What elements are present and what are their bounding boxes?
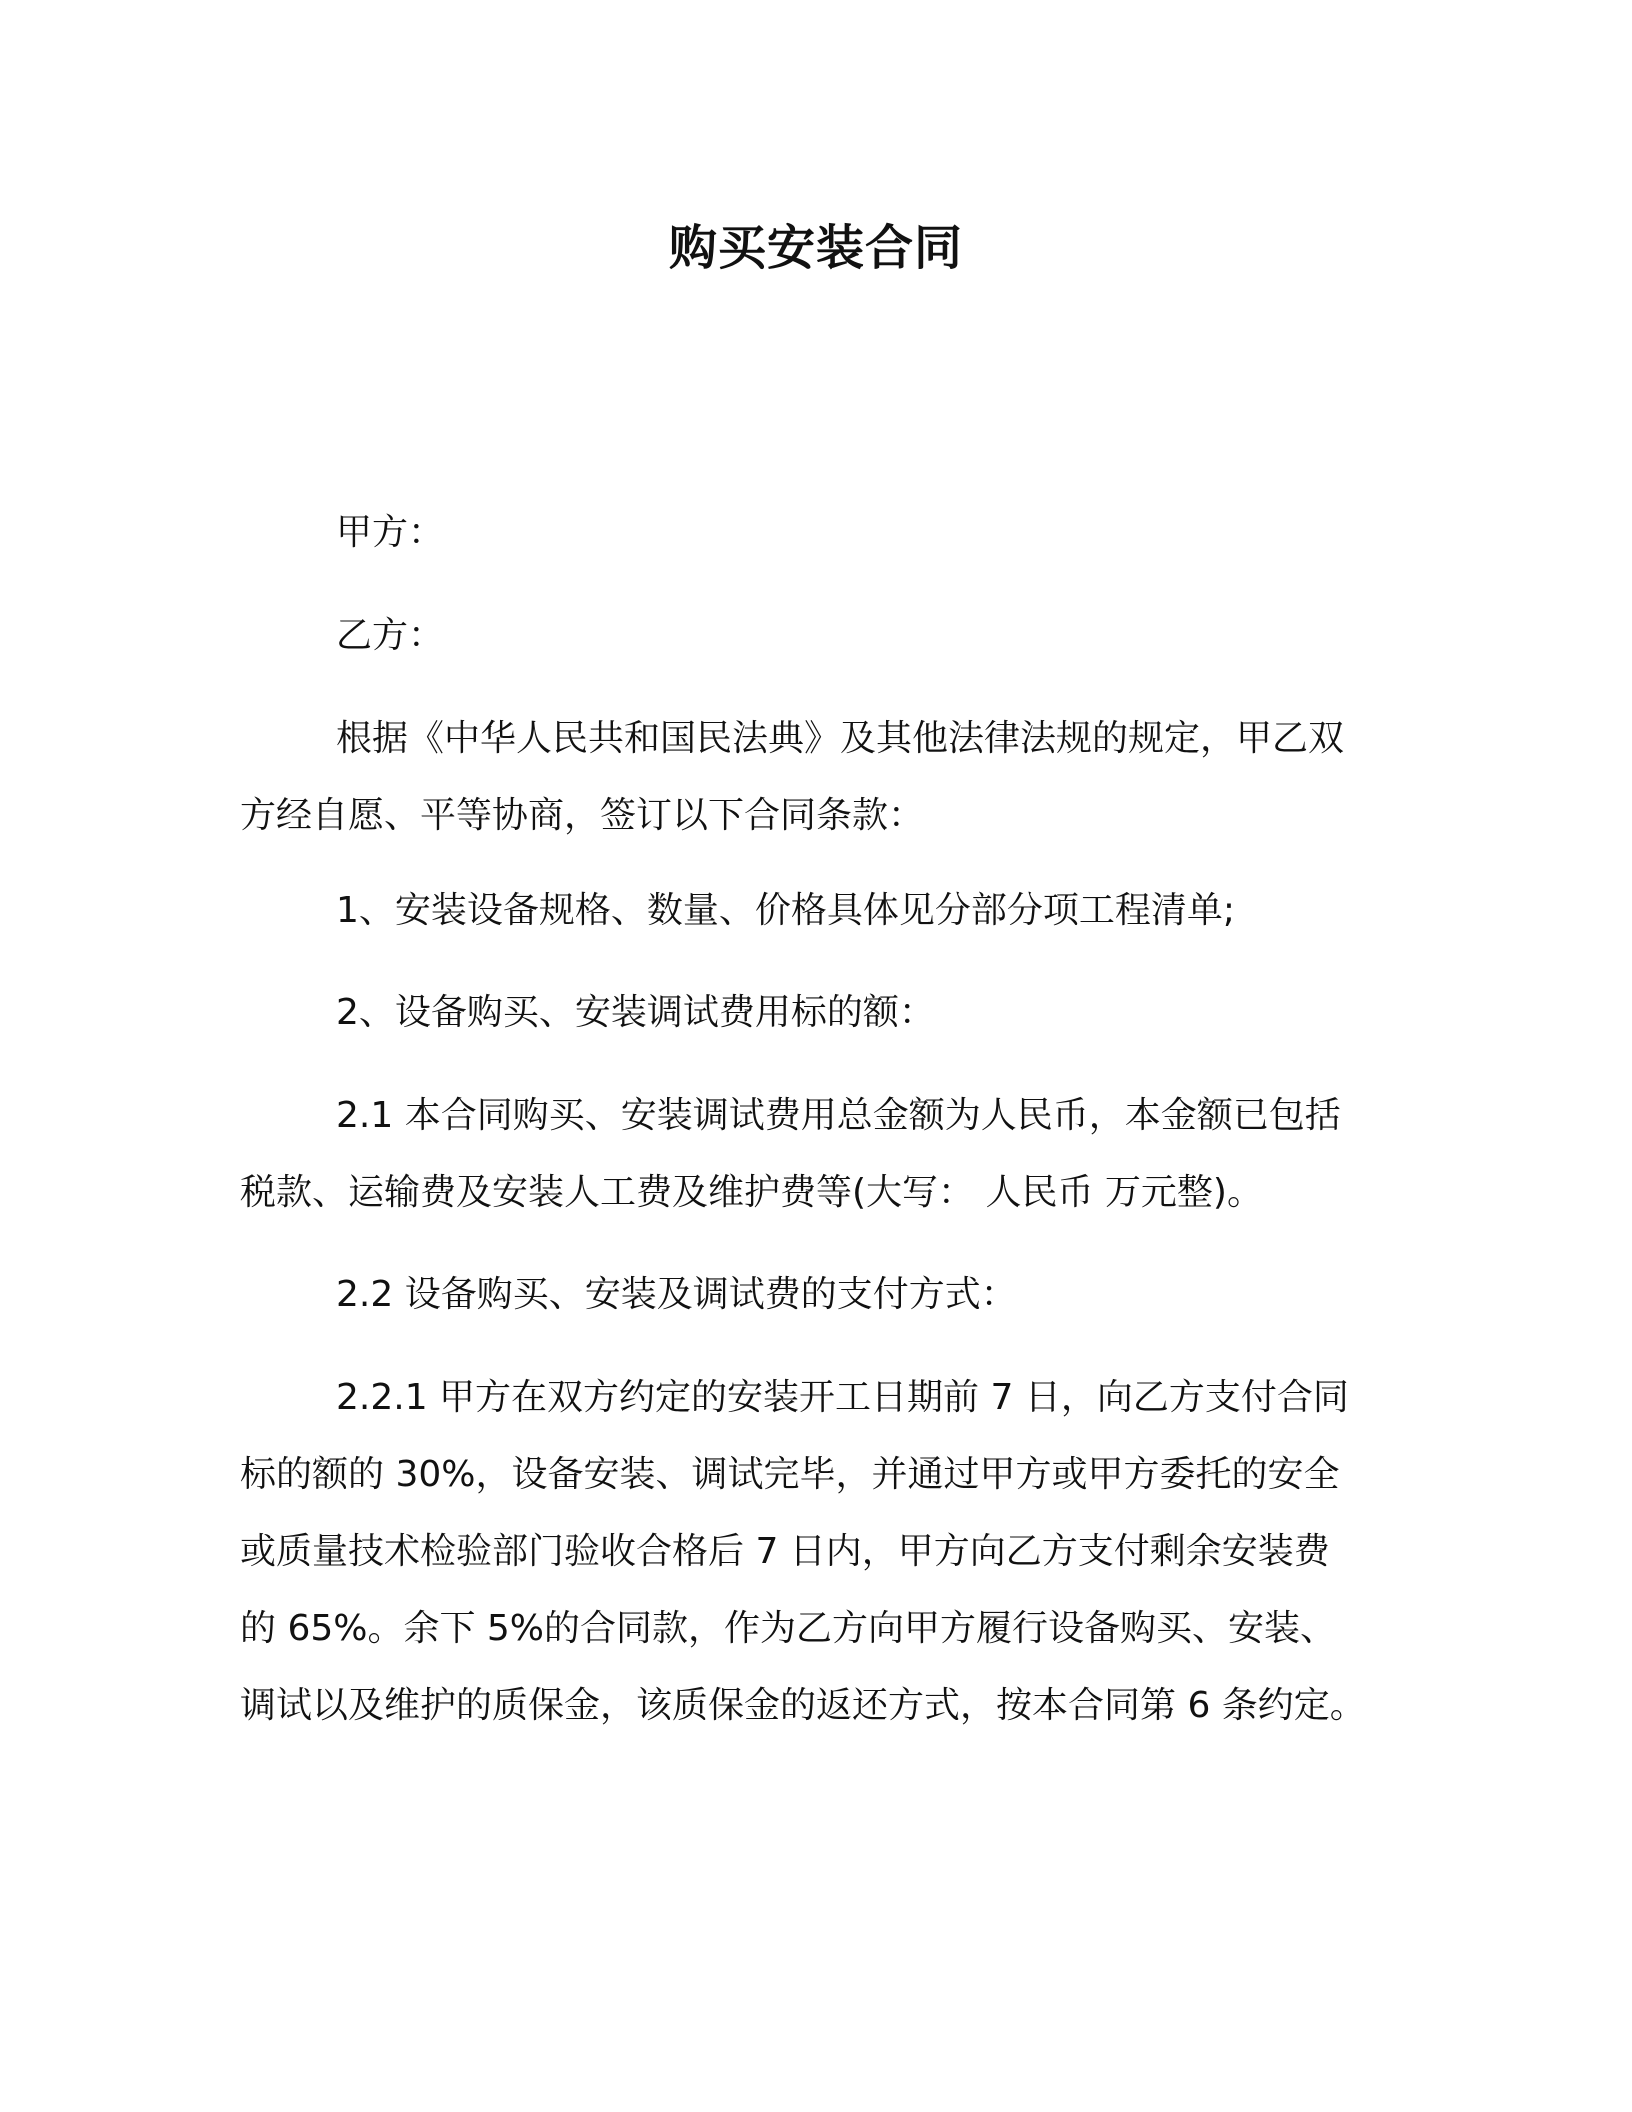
intro-line-1: 根据《中华人民共和国民法典》及其他法律法规的规定，甲乙双 xyxy=(336,718,1345,759)
clause-2-1-line-2: 税款、运输费及安装人工费及维护费等(大写： 人民币 万元整)。 xyxy=(240,1172,1263,1213)
clause-2-2: 2.2 设备购买、安装及调试费的支付方式： xyxy=(336,1274,1017,1315)
clause-2-2-1-line-2: 标的额的 30%，设备安装、调试完毕，并通过甲方或甲方委托的安全 xyxy=(240,1454,1340,1495)
clause-2-1-line-1: 2.1 本合同购买、安装调试费用总金额为人民币，本金额已包括 xyxy=(336,1095,1341,1136)
document-title: 购买安装合同 xyxy=(668,220,963,276)
party-b-label: 乙方： xyxy=(336,615,445,656)
clause-2-2-1-line-5: 调试以及维护的质保金，该质保金的返还方式，按本合同第 6 条约定。 xyxy=(240,1685,1366,1726)
clause-2-2-1-line-1: 2.2.1 甲方在双方约定的安装开工日期前 7 日，向乙方支付合同 xyxy=(336,1377,1349,1418)
clause-2: 2、设备购买、安装调试费用标的额： xyxy=(336,992,935,1033)
party-a-label: 甲方： xyxy=(336,512,445,553)
clause-1: 1、安装设备规格、数量、价格具体见分部分项工程清单; xyxy=(336,890,1236,931)
clause-2-2-1-line-4: 的 65%。余下 5%的合同款，作为乙方向甲方履行设备购买、安装、 xyxy=(240,1608,1337,1649)
intro-line-2: 方经自愿、平等协商，签订以下合同条款： xyxy=(240,795,925,836)
clause-2-2-1-line-3: 或质量技术检验部门验收合格后 7 日内，甲方向乙方支付剩余安装费 xyxy=(240,1531,1330,1572)
